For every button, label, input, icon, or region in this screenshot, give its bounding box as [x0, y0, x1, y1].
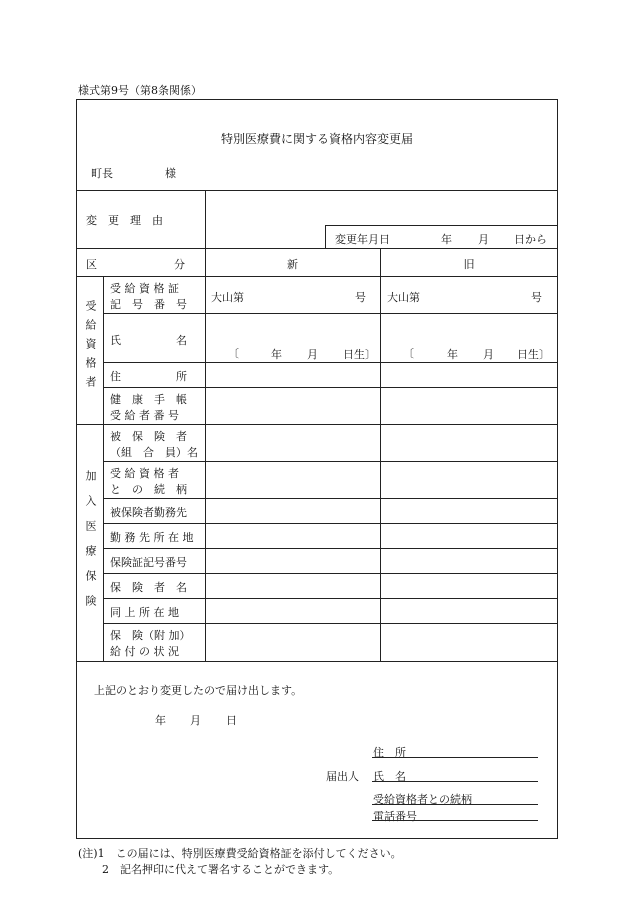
- row-label-insured-1: 被 保 険 者: [110, 430, 187, 443]
- change-date-label: 変更年月日: [335, 233, 390, 246]
- relation-underline: [372, 804, 538, 805]
- birth-day-old: 日生〕: [517, 348, 550, 361]
- phone-label: 電話番号: [373, 810, 417, 823]
- grid-line: [103, 276, 104, 661]
- form-number: 様式第9号（第8条関係）: [78, 84, 202, 97]
- row-label-relation-1: 受 給 資 格 者: [110, 467, 179, 480]
- change-date-day-from: 日から: [514, 233, 547, 246]
- card-prefix-old: 大山第: [387, 291, 420, 304]
- declaration-statement: 上記のとおり変更したので届け出します。: [94, 684, 303, 697]
- card-prefix-new: 大山第: [211, 291, 244, 304]
- address-label: 住 所: [373, 746, 406, 759]
- recipient-group-label: 受給資格者: [84, 300, 97, 395]
- row-label-insured-2: （組 合 員）名: [110, 446, 198, 459]
- grid-line: [103, 498, 558, 499]
- submitter-label: 届出人: [326, 770, 359, 783]
- phone-underline: [372, 820, 538, 821]
- grid-line: [76, 661, 558, 662]
- addressee-honorific: 様: [165, 167, 176, 180]
- grid-line: [103, 313, 558, 314]
- grid-line: [103, 548, 558, 549]
- grid-line: [76, 424, 558, 425]
- row-label-notebook-2: 受 給 者 番 号: [110, 409, 179, 422]
- grid-line: [76, 190, 558, 191]
- grid-line: [103, 573, 558, 574]
- row-label-insurer-address: 同 上 所 在 地: [110, 606, 179, 619]
- row-label-benefit-1: 保 険（附 加）: [110, 629, 191, 642]
- row-label-name: 氏 名: [110, 334, 187, 347]
- row-label-card-number-2: 記 号 番 号: [110, 298, 187, 311]
- row-label-insurer-name: 保 険 者 名: [110, 581, 187, 594]
- row-label-employer-address: 勤 務 先 所 在 地: [110, 531, 194, 544]
- declaration-year: 年: [155, 714, 166, 727]
- grid-line: [76, 248, 558, 249]
- addressee-town: 町長: [91, 167, 113, 180]
- card-suffix-old: 号: [531, 291, 542, 304]
- column-old: 旧: [463, 258, 475, 271]
- birth-month-old: 月: [483, 348, 494, 361]
- grid-line: [103, 362, 558, 363]
- grid-line: [325, 225, 558, 226]
- form-title: 特別医療費に関する資格内容変更届: [220, 132, 413, 146]
- column-new: 新: [287, 258, 298, 271]
- row-label-benefit-2: 給 付 の 状 況: [110, 645, 179, 658]
- birth-open-new: 〔: [228, 347, 239, 360]
- section-label: 区 分: [86, 258, 185, 271]
- card-suffix-new: 号: [355, 291, 366, 304]
- grid-line: [103, 523, 558, 524]
- row-label-address: 住 所: [110, 370, 187, 383]
- birth-year-old: 年: [447, 348, 458, 361]
- relation-label: 受給資格者との続柄: [373, 793, 472, 806]
- grid-line: [103, 461, 558, 462]
- note-1: (注)1 この届には、特別医療費受給資格証を添付してください。: [78, 847, 402, 860]
- declaration-month: 月: [190, 714, 201, 727]
- grid-line: [380, 248, 381, 661]
- birth-open-old: 〔: [403, 347, 414, 360]
- birth-year-new: 年: [271, 348, 282, 361]
- change-date-month: 月: [478, 233, 489, 246]
- declaration-day: 日: [226, 714, 237, 727]
- name-label: 氏 名: [373, 770, 406, 783]
- change-date-year: 年: [441, 233, 452, 246]
- birth-month-new: 月: [307, 348, 318, 361]
- row-label-notebook-1: 健 康 手 帳: [110, 393, 187, 406]
- change-reason-label: 変 更 理 由: [86, 214, 163, 227]
- insurance-group-label: 加入医療保険: [84, 470, 97, 620]
- name-underline: [372, 781, 538, 782]
- grid-line: [103, 598, 558, 599]
- grid-line: [325, 225, 326, 248]
- address-underline: [372, 757, 538, 758]
- row-label-card-number-1: 受 給 資 格 証: [110, 282, 179, 295]
- grid-line: [103, 387, 558, 388]
- grid-line: [103, 623, 558, 624]
- birth-day-new: 日生〕: [343, 348, 376, 361]
- grid-line: [76, 276, 558, 277]
- note-2: 2 記名押印に代えて署名することができます。: [102, 863, 340, 876]
- row-label-card-code: 保険証記号番号: [110, 556, 187, 569]
- row-label-employer: 被保険者勤務先: [110, 506, 187, 519]
- row-label-relation-2: と の 続 柄: [110, 483, 187, 496]
